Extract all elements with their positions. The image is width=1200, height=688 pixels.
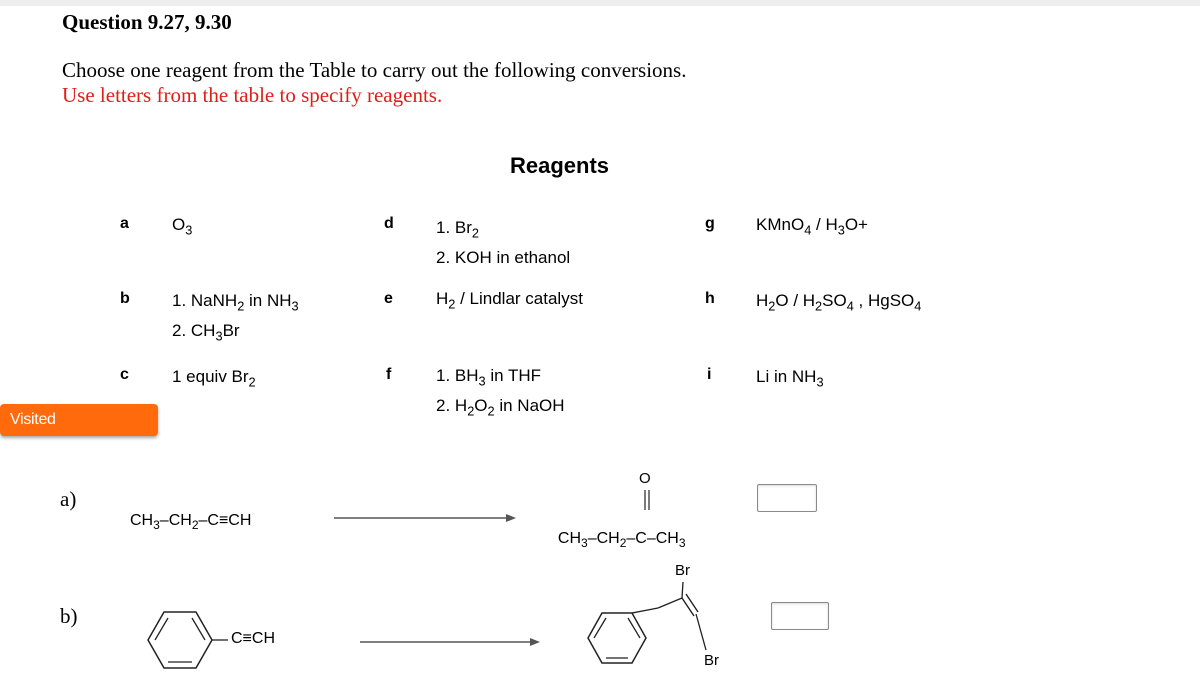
instruction-red-text: Use letters from the table to specify reagents.: [62, 83, 443, 107]
part-a-label: a): [60, 487, 77, 511]
reagent-letter-b: b: [120, 290, 130, 307]
instructions: [62, 58, 686, 108]
part-a-carbonyl-bond: [643, 488, 653, 512]
part-b-arrow: [360, 636, 540, 648]
reagent-text-e: $H_2$ / Lindlar catalyst: [436, 289, 583, 312]
reagent-letter-a: a: [120, 215, 129, 232]
instruction-text: Choose one reagent from the Table to carry out the following conversions.: [62, 58, 687, 82]
question-title: Question 9.27, 9.30: [62, 10, 232, 34]
reagent-text-b: 1. NaNH$_2$ in $NH_3$ 2. $CH_3Br$: [172, 291, 299, 344]
reagent-text-g: KMnO$_4$ / $H_3O+$: [756, 215, 868, 238]
reagent-letter-d: d: [384, 215, 394, 232]
reagent-text-a: $O_3$: [172, 215, 193, 238]
reagent-text-h: $H_2O / H_2SO_4$ , HgSO$_4$: [756, 291, 922, 314]
visited-button[interactable]: Visited: [0, 404, 158, 436]
part-b-alkyne-group: C≡CH: [231, 630, 275, 647]
part-b-bromine-bottom: Br: [704, 652, 719, 669]
reagent-letter-h: h: [705, 290, 715, 307]
reagent-letter-c: c: [120, 366, 129, 383]
part-a-product-left: $CH_3-CH_2-C-CH_3$: [557, 530, 686, 551]
top-bar: [0, 0, 1200, 6]
reagents-table-title: Reagents: [510, 153, 610, 178]
reagent-text-f: 1. $BH_3$ in THF 2. $H_2O_2$ in NaOH: [436, 366, 565, 419]
reagent-letter-i: i: [707, 366, 712, 383]
reagent-text-i: Li in $NH_3$: [756, 367, 824, 390]
part-a-reactant: $CH_3-CH_2-C\equiv CH$: [130, 512, 252, 533]
reagent-text-d: 1. $Br_2$ 2. KOH in ethanol: [436, 218, 571, 268]
reagent-letter-g: g: [705, 215, 715, 232]
reagent-text-c: 1 equiv $Br_2$: [172, 367, 256, 390]
reagent-letter-e: e: [384, 290, 393, 307]
part-a-oxygen-atom: O: [639, 470, 651, 487]
part-b-answer-input[interactable]: [771, 602, 829, 630]
part-a-product: [549, 512, 686, 550]
part-a-answer-input[interactable]: [757, 484, 817, 512]
reagent-letter-f: f: [386, 366, 392, 383]
part-b-label: b): [60, 604, 78, 628]
part-a-arrow: [334, 512, 516, 524]
part-b-bromine-top: Br: [675, 562, 690, 579]
